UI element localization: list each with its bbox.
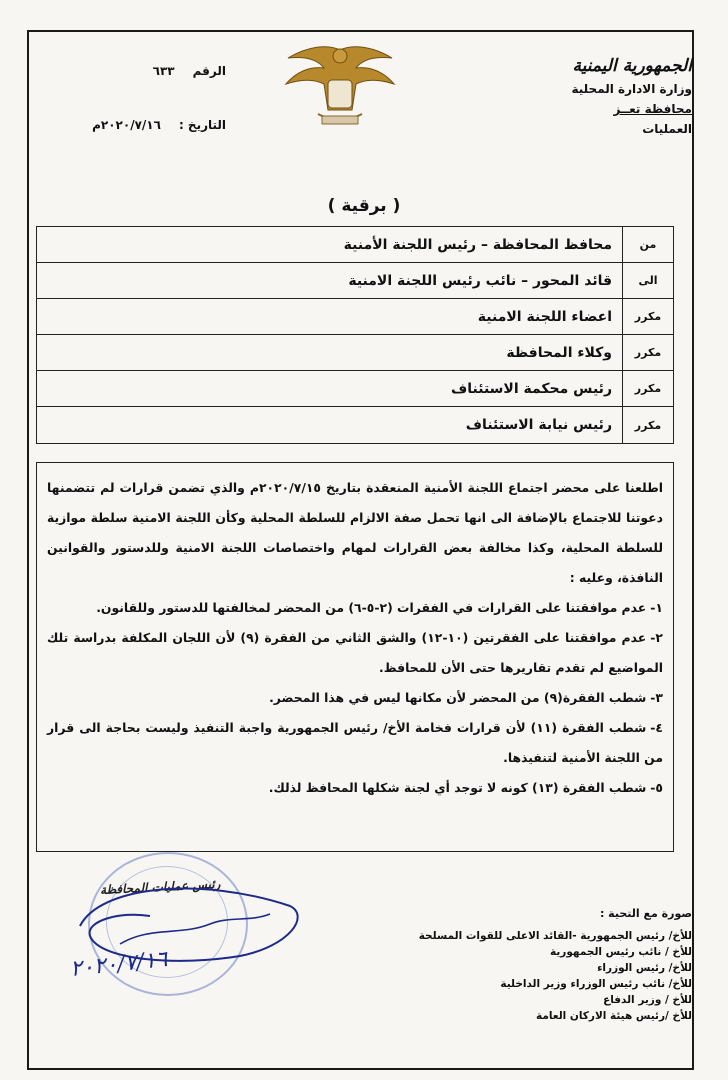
item-number: ١- [650, 600, 663, 615]
item-text: عدم موافقتنا على الفقرتين (١٠-١٢) والشق الثاني من الفقرة (٩) لأن اللجان المكلفة بدراسة تلك المواضيع لم تقدم تقاريرها حتى الأن للمحافظ. [47, 630, 663, 675]
item-number: ٥- [650, 780, 663, 795]
cc-line: للأخ/ رئيس الوزراء [597, 962, 692, 974]
carbon-copy-list [392, 906, 692, 1024]
item-text: شطب الفقرة(٩) من المحضر لأن مكانها ليس في هذا المحضر. [269, 690, 647, 705]
ministry-name: وزارة الادارة المحلية [571, 82, 692, 96]
cc-title: صورة مع التحية : [599, 907, 692, 920]
routing-row [37, 263, 673, 299]
item-number: ٢- [650, 630, 663, 645]
item-text: شطب الفقرة (١١) لأن قرارات فخامة الأخ/ رئيس الجمهورية واجبة التنفيذ وليست بحاجة الى قرار من اللجنة الأمنية لتنفيذها. [47, 720, 663, 765]
item-number: ٣- [650, 690, 663, 705]
handwritten-date: ٢٠٢٠/٧/١٦ [68, 946, 169, 983]
date-row [56, 118, 226, 132]
routing-table [36, 226, 674, 444]
cc-line: للأخ /رئيس هيئة الاركان العامة [535, 1010, 692, 1022]
body-item [47, 683, 663, 713]
routing-row [37, 371, 673, 407]
cc-line: للأخ/ رئيس الجمهورية -القائد الاعلى للقوات المسلحة [418, 930, 692, 942]
routing-row [37, 407, 673, 443]
item-text: عدم موافقتنا على القرارات في الفقرات (٢-٥-٦) من المحضر لمخالفتها للدستور وللقانون. [96, 600, 647, 615]
routing-row [37, 299, 673, 335]
routing-value: رئيس محكمة الاستئناف [37, 371, 623, 406]
body-item [47, 593, 663, 623]
routing-label: من [639, 238, 657, 251]
cc-line: للأخ / وزير الدفاع [603, 994, 692, 1006]
routing-value: رئيس نيابة الاستئناف [37, 407, 623, 443]
eagle-emblem-icon [278, 40, 402, 132]
cc-line: للأخ/ نائب رئيس الوزراء وزير الداخلية [500, 978, 692, 990]
routing-label: مكرر [634, 418, 662, 432]
letterhead-right [492, 56, 692, 136]
department-name: العمليات [642, 122, 692, 136]
item-text: شطب الفقرة (١٣) كونه لا توجد أي لجنة شكلها المحافظ لذلك. [268, 780, 647, 795]
date-value: ٢٠٢٠/٧/١٦م [92, 118, 161, 132]
routing-row [37, 335, 673, 371]
routing-label: مكرر [634, 346, 662, 359]
number-label: الرقم [192, 64, 226, 78]
routing-label: الى [638, 274, 658, 287]
number-value: ٦٣٣ [152, 64, 175, 78]
letterhead-left [56, 64, 226, 172]
body-item [47, 623, 663, 683]
body-intro: اطلعنا على محضر اجتماع اللجنة الأمنية المنعقدة بتاريخ ٢٠٢٠/٧/١٥م والذي تضمن قرارات لم تتضمنها دعوتنا للاجتماع بالإضافة الى انها تحمل صفة الالزام للسلطة المحلية وكأن اللجنة الامنية سلطة موازية للسلطة المحلية، وكذا مخالفة بعض القرارات لمهام واختصاصات اللجنة الامنية وللدستور والقوانين النافذة، وعليه : [47, 480, 663, 585]
governorate-name: محافظة تعــز [613, 102, 692, 116]
signatory-title: رئيس عمليات المحافظة [99, 876, 221, 898]
date-label: التاريخ : [178, 118, 226, 132]
routing-value: قائد المحور – نائب رئيس اللجنة الامنية [37, 263, 623, 298]
routing-label: مكرر [634, 382, 662, 395]
reference-number-row [56, 64, 226, 78]
routing-value: وكلاء المحافظة [37, 335, 623, 370]
telegram-body [36, 462, 674, 852]
cc-line: للأخ / نائب رئيس الجمهورية [549, 946, 692, 958]
document-title: ( برقية ) [327, 196, 401, 216]
routing-value: اعضاء اللجنة الامنية [37, 299, 623, 334]
item-number: ٤- [650, 720, 663, 735]
body-item [47, 773, 663, 803]
body-item [47, 713, 663, 773]
routing-label: مكرر [634, 310, 662, 323]
republic-title: الجمهورية اليمنية [572, 56, 692, 76]
routing-value: محافظ المحافظة – رئيس اللجنة الأمنية [37, 227, 623, 262]
routing-row [37, 227, 673, 263]
